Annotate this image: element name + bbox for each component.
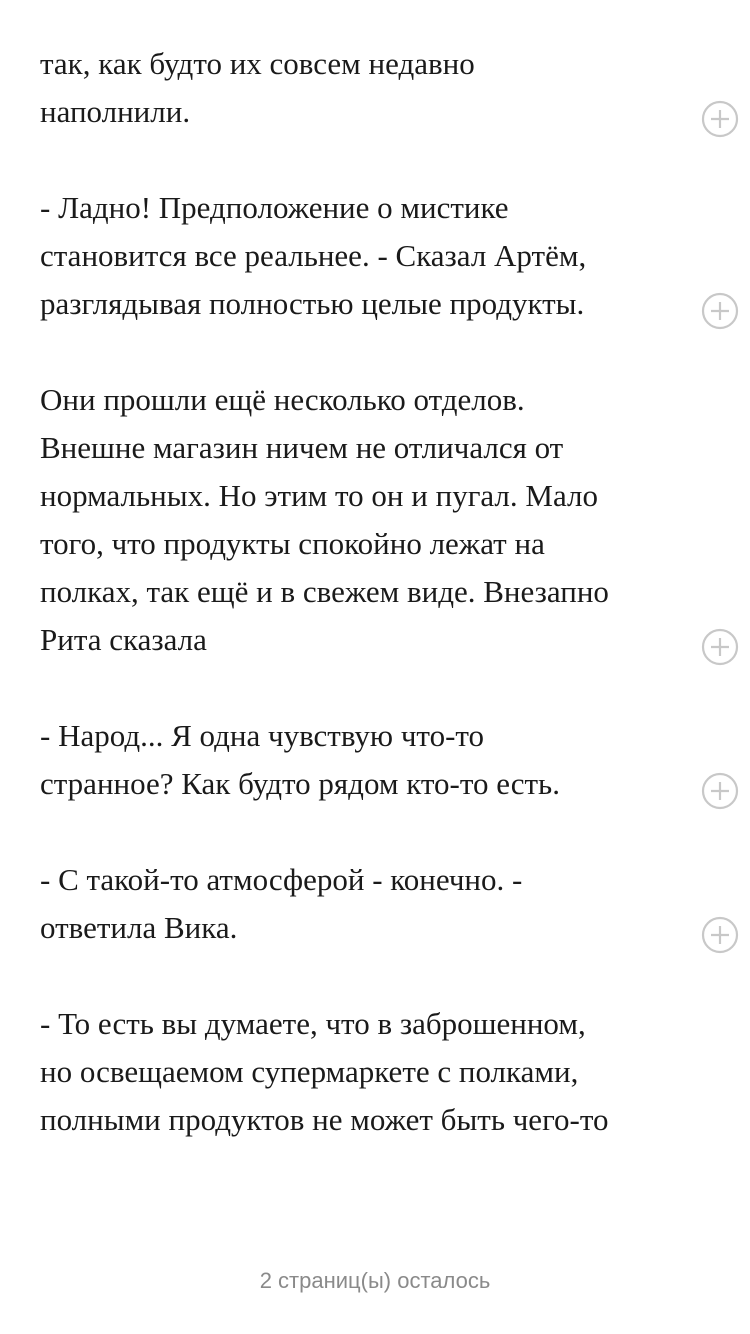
text-line: Они прошли ещё несколько отделов. [40,382,525,417]
plus-circle-icon [700,99,740,139]
text-line: полными продуктов не может быть чего-то [40,1102,609,1137]
text-line: разглядывая полностью целые продукты. [40,286,585,321]
paragraph [40,40,690,136]
text-line: Внешне магазин ничем не отличался от [40,430,564,465]
text-line: полках, так ещё и в свежем виде. Внезапно [40,574,609,609]
text-line: странное? Как будто рядом кто-то есть. [40,766,560,801]
text-line: наполнили. [40,94,191,129]
book-reader-page [40,40,690,1192]
add-comment-button[interactable] [700,771,740,811]
text-line: нормальных. Но этим то он и пугал. Мало [40,478,598,513]
text-line: ответила Вика. [40,910,238,945]
text-line: но освещаемом супермаркете с полками, [40,1054,579,1089]
add-comment-button[interactable] [700,291,740,331]
text-line: - Народ... Я одна чувствую что-то [40,718,485,753]
text-line: того, что продукты спокойно лежат на [40,526,545,561]
text-line: - То есть вы думаете, что в заброшенном, [40,1006,586,1041]
text-line: Рита сказала [40,622,207,657]
add-comment-button[interactable] [700,915,740,955]
text-line: так, как будто их совсем недавно [40,46,475,81]
plus-circle-icon [700,627,740,667]
add-comment-button[interactable] [700,627,740,667]
plus-circle-icon [700,291,740,331]
text-line: - Ладно! Предположение о мистике [40,190,509,225]
plus-circle-icon [700,771,740,811]
paragraph [40,184,690,328]
paragraph [40,376,690,664]
paragraph [40,856,690,952]
text-line: становится все реальнее. - Сказал Артём, [40,238,587,273]
text-line: - С такой-то атмосферой - конечно. - [40,862,523,897]
paragraph [40,1000,690,1144]
plus-circle-icon [700,915,740,955]
add-comment-button[interactable] [700,99,740,139]
pages-remaining-label: 2 страниц(ы) осталось [259,1268,491,1293]
paragraph [40,712,690,808]
